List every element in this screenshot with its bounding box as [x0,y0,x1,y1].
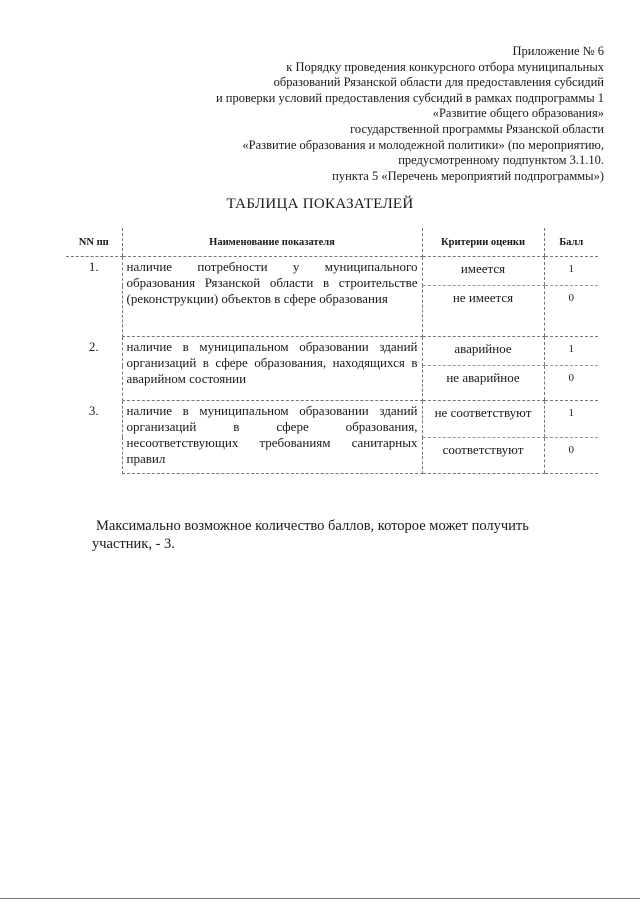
criterion-score: 0 [544,437,598,474]
criterion-score: 1 [544,401,598,438]
table-row [66,401,598,438]
header-line: предусмотренному подпунктом 3.1.10. [398,153,604,168]
header-line: и проверки условий предоставления субсидий в рамках подпрограммы 1 [215,90,604,105]
max-score-line-1: Максимально возможное количество баллов, которое может получить [96,518,529,534]
row-number: 1. [88,259,99,274]
header-line: образований Рязанской области для предоставления субсидий [273,75,604,90]
criterion-label: аварийное [422,337,544,366]
row-number: 3. [88,402,99,418]
criterion-label: не соответствуют [422,401,544,438]
header-line: «Развитие образования и молодежной политики» (по мероприятию, [242,137,604,152]
header-line: к Порядку проведения конкурсного отбора муниципальных [286,59,604,74]
header-num: NN пп [66,228,122,257]
header-line: Приложение № 6 [512,44,604,58]
table-row [66,337,598,366]
header-line: «Развитие общего образования» [432,106,604,121]
max-score-line-2: участник, - 3. [92,536,175,552]
header-line: пункта 5 «Перечень мероприятий подпрограммы») [332,168,604,183]
criterion-score: 1 [544,337,598,366]
header-criteria: Критерии оценки [422,228,544,257]
criterion-label: не аварийное [422,366,544,401]
indicator-name: наличие потребности у муниципального образования Рязанской области в строительстве (реконструкции) объектов в сфере образования [122,257,422,337]
table-row [66,257,598,286]
appendix-header-note [164,44,604,184]
max-score-note [92,517,592,553]
indicator-name: наличие в муниципальном образовании зданий организаций в сфере образования, несоответствующих требованиям санитарных правил [122,401,422,474]
criterion-score: 0 [544,286,598,337]
header-name: Наименование показателя [122,228,422,257]
indicators-table [66,228,598,474]
criterion-score: 1 [544,257,598,286]
header-score: Балл [544,228,598,257]
criterion-label: соответствуют [422,437,544,474]
table-header-row [66,228,598,257]
indicator-name: наличие в муниципальном образовании зданий организаций в сфере образования, находящихся в аварийном состоянии [122,337,422,401]
criterion-label: имеется [422,257,544,286]
criterion-label: не имеется [422,286,544,337]
header-line: государственной программы Рязанской области [350,121,604,136]
document-title: ТАБЛИЦА ПОКАЗАТЕЛЕЙ [226,196,414,212]
row-number: 2. [88,338,99,354]
criterion-score: 0 [544,366,598,401]
page-bottom-divider [0,898,640,899]
